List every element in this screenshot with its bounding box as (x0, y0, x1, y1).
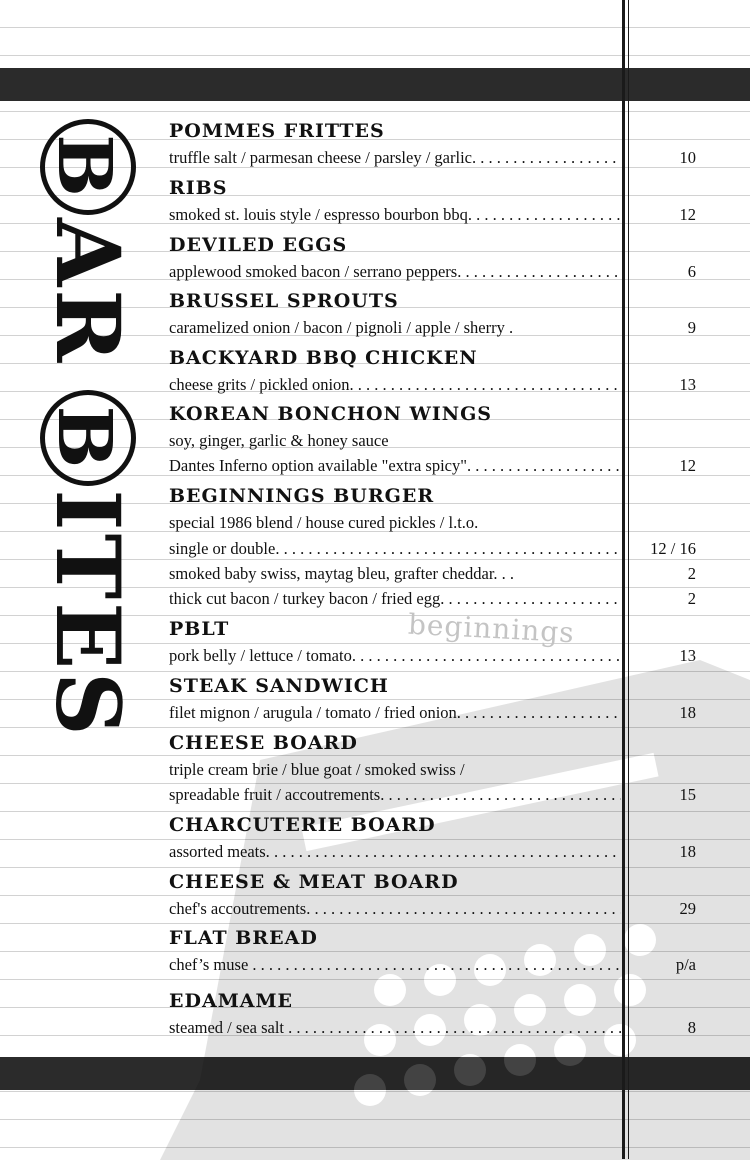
item-desc: caramelized onion / bacon / pignoli / apple / sherry . (169, 318, 514, 337)
watermark-text: beginnings (407, 607, 576, 650)
item-price: 13 (679, 375, 696, 394)
item-price: 8 (687, 1018, 696, 1037)
item-name: DEVILED EGGS (169, 234, 348, 256)
item-desc: soy, ginger, garlic & honey sauce (169, 431, 389, 450)
item-desc: steamed / sea salt . . . (169, 1018, 621, 1038)
title-word-ar: AR (36, 218, 140, 366)
item-desc: chef's accoutrements. . . . (169, 899, 621, 919)
item-desc: pork belly / lettuce / tomato. . . . (169, 646, 621, 666)
item-option: thick cut bacon / turkey bacon / fried egg. . . . (169, 589, 621, 609)
item-desc: filet mignon / arugula / tomato / fried onion. . . . (169, 703, 621, 723)
title-word-ites: ITES (36, 489, 140, 739)
title-cap-b-2: B (40, 390, 136, 486)
title-cap-b: B (40, 119, 136, 215)
item-name: BACKYARD BBQ CHICKEN (169, 347, 478, 369)
item-desc: assorted meats. . . . (169, 842, 621, 862)
item-name: STEAK SANDWICH (169, 675, 389, 697)
item-price: 12 (679, 456, 696, 475)
item-price: 10 (679, 148, 696, 167)
item-name: CHARCUTERIE BOARD (169, 814, 436, 836)
item-desc: cheese grits / pickled onion. . . . (169, 375, 621, 395)
item-option: single or double. . . . (169, 539, 621, 559)
item-desc: chef’s muse . . . (169, 955, 621, 975)
item-desc: special 1986 blend / house cured pickles / l.t.o. (169, 513, 479, 532)
item-name: PBLT (169, 618, 230, 640)
item-price: 13 (679, 646, 696, 665)
item-price: 9 (687, 318, 696, 337)
item-name: RIBS (169, 177, 228, 199)
item-name: CHEESE BOARD (169, 732, 358, 754)
item-price: 12 / 16 (650, 539, 696, 558)
item-price: 2 (687, 589, 696, 608)
item-price: 12 (679, 205, 696, 224)
item-name: BEGINNINGS BURGER (169, 485, 435, 507)
item-desc: triple cream brie / blue goat / smoked swiss / (169, 760, 465, 779)
item-desc: Dantes Inferno option available "extra spicy". . . . (169, 456, 621, 476)
item-price: 18 (679, 703, 696, 722)
item-name: KOREAN BONCHON WINGS (169, 403, 493, 425)
item-price: 6 (687, 262, 696, 281)
item-desc: applewood smoked bacon / serrano peppers. . . . (169, 262, 621, 282)
section-title (36, 116, 140, 739)
item-option: smoked baby swiss, maytag bleu, grafter cheddar. . . (169, 564, 515, 583)
item-name: POMMES FRITTES (169, 120, 385, 142)
item-price: p/a (675, 955, 696, 974)
item-desc: truffle salt / parmesan cheese / parsley / garlic. . . . (169, 148, 621, 168)
item-price: 18 (679, 842, 696, 861)
item-price: 15 (679, 785, 696, 804)
top-band (0, 68, 750, 101)
item-name: FLAT BREAD (169, 927, 318, 949)
item-name: BRUSSEL SPROUTS (169, 290, 399, 312)
item-desc: spreadable fruit / accoutrements. . . . (169, 785, 621, 805)
item-name: EDAMAME (169, 990, 293, 1012)
item-desc: smoked st. louis style / espresso bourbon bbq. . . . (169, 205, 621, 225)
item-price: 2 (687, 564, 696, 583)
item-price: 29 (679, 899, 696, 918)
item-name: CHEESE & MEAT BOARD (169, 871, 459, 893)
